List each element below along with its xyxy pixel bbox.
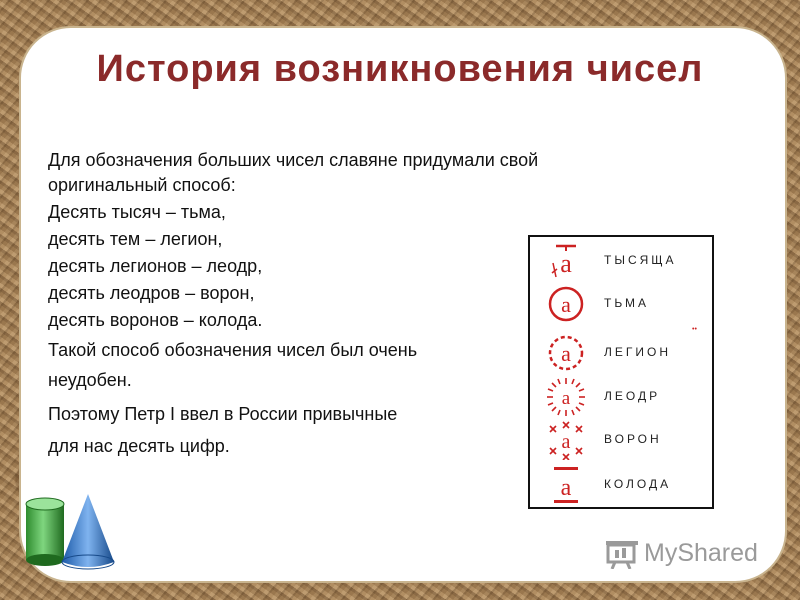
text-line: для нас десять цифр.	[48, 436, 230, 456]
thousand-sign-icon	[546, 241, 586, 281]
numeral-row-label: ВОРОН	[604, 432, 662, 446]
projector-icon	[606, 539, 638, 569]
numeral-letter: а	[560, 249, 572, 278]
circle-numeral-icon	[546, 284, 586, 324]
numeral-row-tma	[530, 284, 716, 324]
numeral-row-thousand	[530, 241, 716, 281]
slide-title: История возникновения чисел	[96, 48, 704, 90]
text-line: Поэтому Петр I ввел в России привычные	[48, 404, 398, 424]
numeral-letter: а	[560, 475, 572, 501]
dashed-circle-numeral-icon	[546, 333, 586, 373]
text-line: Для обозначения больших чисел славяне придумали свой	[48, 150, 539, 170]
numeral-row-koloda	[530, 465, 716, 505]
geometric-solids-icon	[22, 490, 122, 570]
numeral-row-voron	[530, 420, 716, 460]
numeral-letter: а	[561, 431, 571, 453]
brackets-numeral-icon	[546, 465, 586, 505]
slavic-numeral-table	[528, 235, 714, 509]
numeral-row-leodr	[530, 377, 716, 417]
numeral-letter: а	[561, 341, 571, 366]
text-line: десять леодров – ворон,	[48, 283, 255, 303]
numeral-row-label: ЛЕОДР	[604, 389, 661, 403]
logo-text: MyShared	[644, 539, 758, 567]
text-line: Такой способ обозначения чисел был очень	[48, 340, 418, 360]
text-line: десять легионов – леодр,	[48, 256, 263, 276]
numeral-row-label: ТЫСЯЩА	[604, 253, 677, 267]
red-mark: ••	[692, 326, 697, 333]
text-line: десять воронов – колода.	[48, 310, 263, 330]
numeral-row-legion	[530, 333, 716, 373]
numeral-letter: а	[561, 388, 571, 409]
crosses-numeral-icon	[546, 420, 586, 460]
numeral-row-label: КОЛОДА	[604, 477, 672, 491]
numeral-row-label: ЛЕГИОН	[604, 345, 672, 359]
text-line: неудобен.	[48, 370, 132, 390]
numeral-letter: а	[561, 292, 571, 317]
numeral-row-label: ТЬМА	[604, 296, 649, 310]
text-line: Десять тысяч – тьма,	[48, 202, 226, 222]
rays-numeral-icon	[546, 377, 586, 417]
text-line: оригинальный способ:	[48, 175, 236, 195]
myshared-logo	[606, 537, 776, 571]
text-line: десять тем – легион,	[48, 229, 223, 249]
